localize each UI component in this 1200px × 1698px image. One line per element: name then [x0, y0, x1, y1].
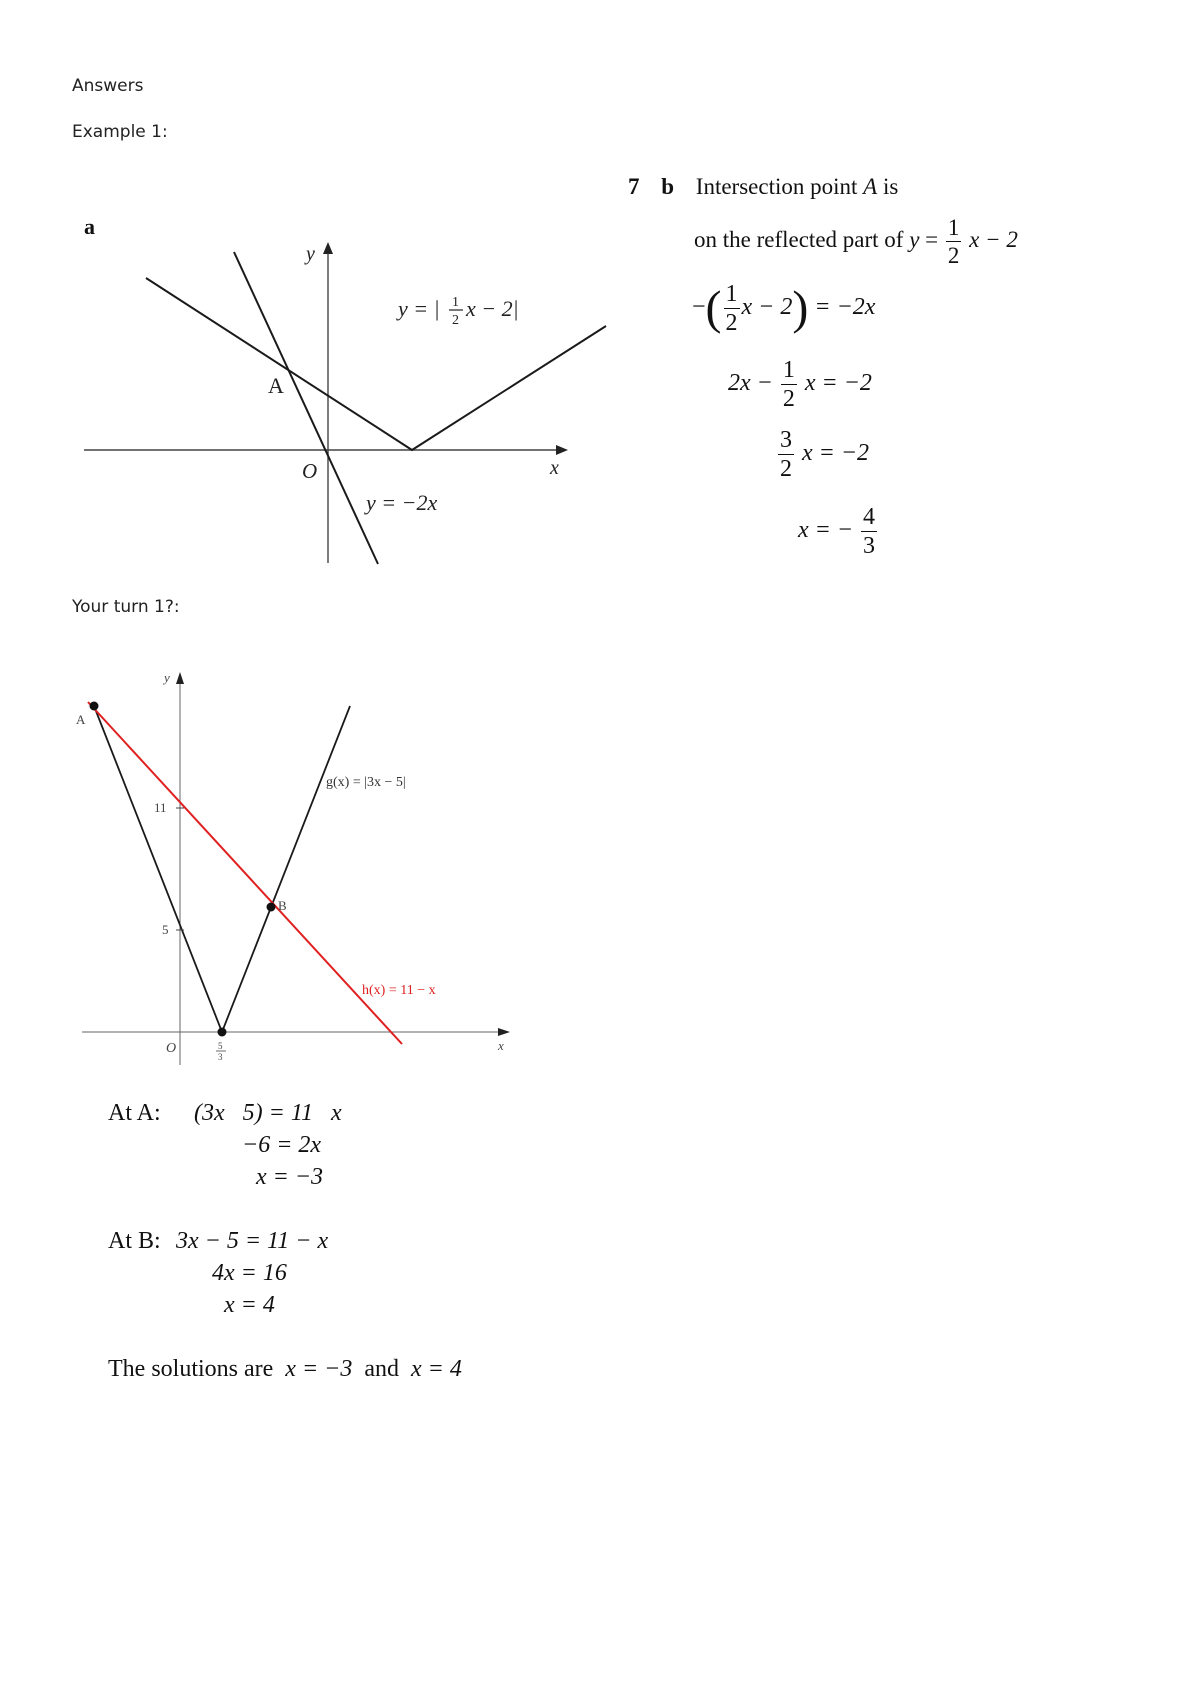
- step2-lhs: 2x −: [728, 370, 773, 397]
- conclusion-text: The solutions are: [108, 1356, 274, 1382]
- x-axis-label: x: [550, 457, 559, 479]
- example-heading: Example 1:: [72, 122, 168, 142]
- part-label-a: a: [84, 214, 95, 239]
- h-graph-line: [88, 702, 402, 1044]
- at-a-eq3: x = −3: [256, 1164, 324, 1190]
- line2-tail: x − 2: [969, 226, 1018, 252]
- at-b-eq2: 4x = 16: [212, 1260, 287, 1286]
- xtick-den: 3: [218, 1052, 223, 1062]
- intro-end: is: [882, 174, 899, 199]
- conclusion: [108, 1356, 462, 1383]
- x-axis-arrow: [556, 445, 568, 455]
- step1-tail: x − 2: [741, 294, 793, 321]
- at-b-eq1: 3x − 5 = 11 − x: [176, 1228, 329, 1254]
- line2-eq: =: [925, 226, 939, 252]
- step1-frac: $\frac{1}{2}$: [725, 281, 738, 336]
- your-turn-graph: [70, 660, 520, 1080]
- intro-text: Intersection point: [695, 174, 858, 199]
- step3-frac: $\frac{3}{2}$: [780, 427, 792, 482]
- line2-y: y: [909, 226, 920, 252]
- solution-line2: [694, 216, 1018, 267]
- line2-frac: $\frac{1}{2}$: [947, 215, 960, 268]
- y-axis-label: y: [306, 243, 315, 265]
- solution-intro: [628, 174, 898, 200]
- tick-5-label: 5: [162, 922, 169, 937]
- h-label: h(x) = 11 − x: [362, 983, 436, 998]
- at-a-label: At A:: [108, 1100, 161, 1126]
- solution-step1: −( $\frac{1}{2}$ x − 2) = −2x: [692, 281, 876, 336]
- abs-label-suffix: x − 2|: [466, 296, 519, 321]
- vertex-point: [218, 1028, 227, 1037]
- point-b-label: B: [278, 898, 287, 913]
- at-b-label: At B:: [108, 1228, 161, 1254]
- y-axis-arrow: [323, 242, 333, 254]
- x-axis-label: x: [498, 1038, 504, 1053]
- line2-pre: on the reflected part of: [694, 226, 904, 252]
- step2-frac: $\frac{1}{2}$: [782, 357, 795, 412]
- point-a: [90, 702, 99, 711]
- xtick-num: 5: [218, 1041, 223, 1051]
- your-turn-heading: Your turn 1?:: [72, 597, 180, 617]
- y-axis-arrow: [176, 672, 184, 684]
- intro-var: A: [863, 174, 878, 199]
- page-title: Answers: [72, 76, 144, 96]
- step1-neg: −: [692, 294, 706, 321]
- g-graph-line: [94, 706, 350, 1032]
- line-label: y = −2x: [366, 490, 438, 515]
- at-b-eq3: x = 4: [224, 1292, 275, 1318]
- solution-1: x = −3: [285, 1356, 353, 1382]
- line-neg-2x: [234, 252, 378, 564]
- abs-label-frac-den: 2: [452, 313, 459, 328]
- point-a-label: A: [268, 373, 284, 398]
- solution-2: x = 4: [411, 1356, 462, 1382]
- y-axis-label: y: [164, 670, 170, 685]
- abs-label-prefix: y = |: [398, 296, 440, 321]
- origin-label: O: [302, 459, 318, 483]
- tick-11-label: 11: [154, 800, 167, 815]
- step3-rhs: x = −2: [802, 440, 870, 467]
- question-part: b: [661, 174, 675, 199]
- question-number: 7: [628, 174, 640, 199]
- step4-lhs: x = −: [798, 517, 854, 544]
- step2-rhs: x = −2: [804, 370, 872, 397]
- conclusion-and: and: [364, 1356, 399, 1382]
- at-a-eq1: (3x 5) = 11 x: [194, 1100, 342, 1126]
- x-axis-arrow: [498, 1028, 510, 1036]
- solution-step4: [798, 505, 879, 558]
- step4-frac: $\frac{4}{3}$: [863, 504, 876, 559]
- abs-graph-line: [146, 278, 606, 450]
- abs-label-frac-num: 1: [452, 295, 459, 310]
- point-b: [267, 903, 276, 912]
- origin-label: O: [166, 1041, 177, 1056]
- g-label: g(x) = |3x − 5|: [326, 775, 406, 790]
- example-graph: [80, 238, 620, 568]
- solution-step2: [728, 358, 872, 411]
- at-a-eq2: −6 = 2x: [242, 1132, 322, 1158]
- solution-step3: [776, 428, 869, 481]
- point-a-label: A: [76, 712, 86, 727]
- step1-rhs: = −2x: [814, 294, 876, 321]
